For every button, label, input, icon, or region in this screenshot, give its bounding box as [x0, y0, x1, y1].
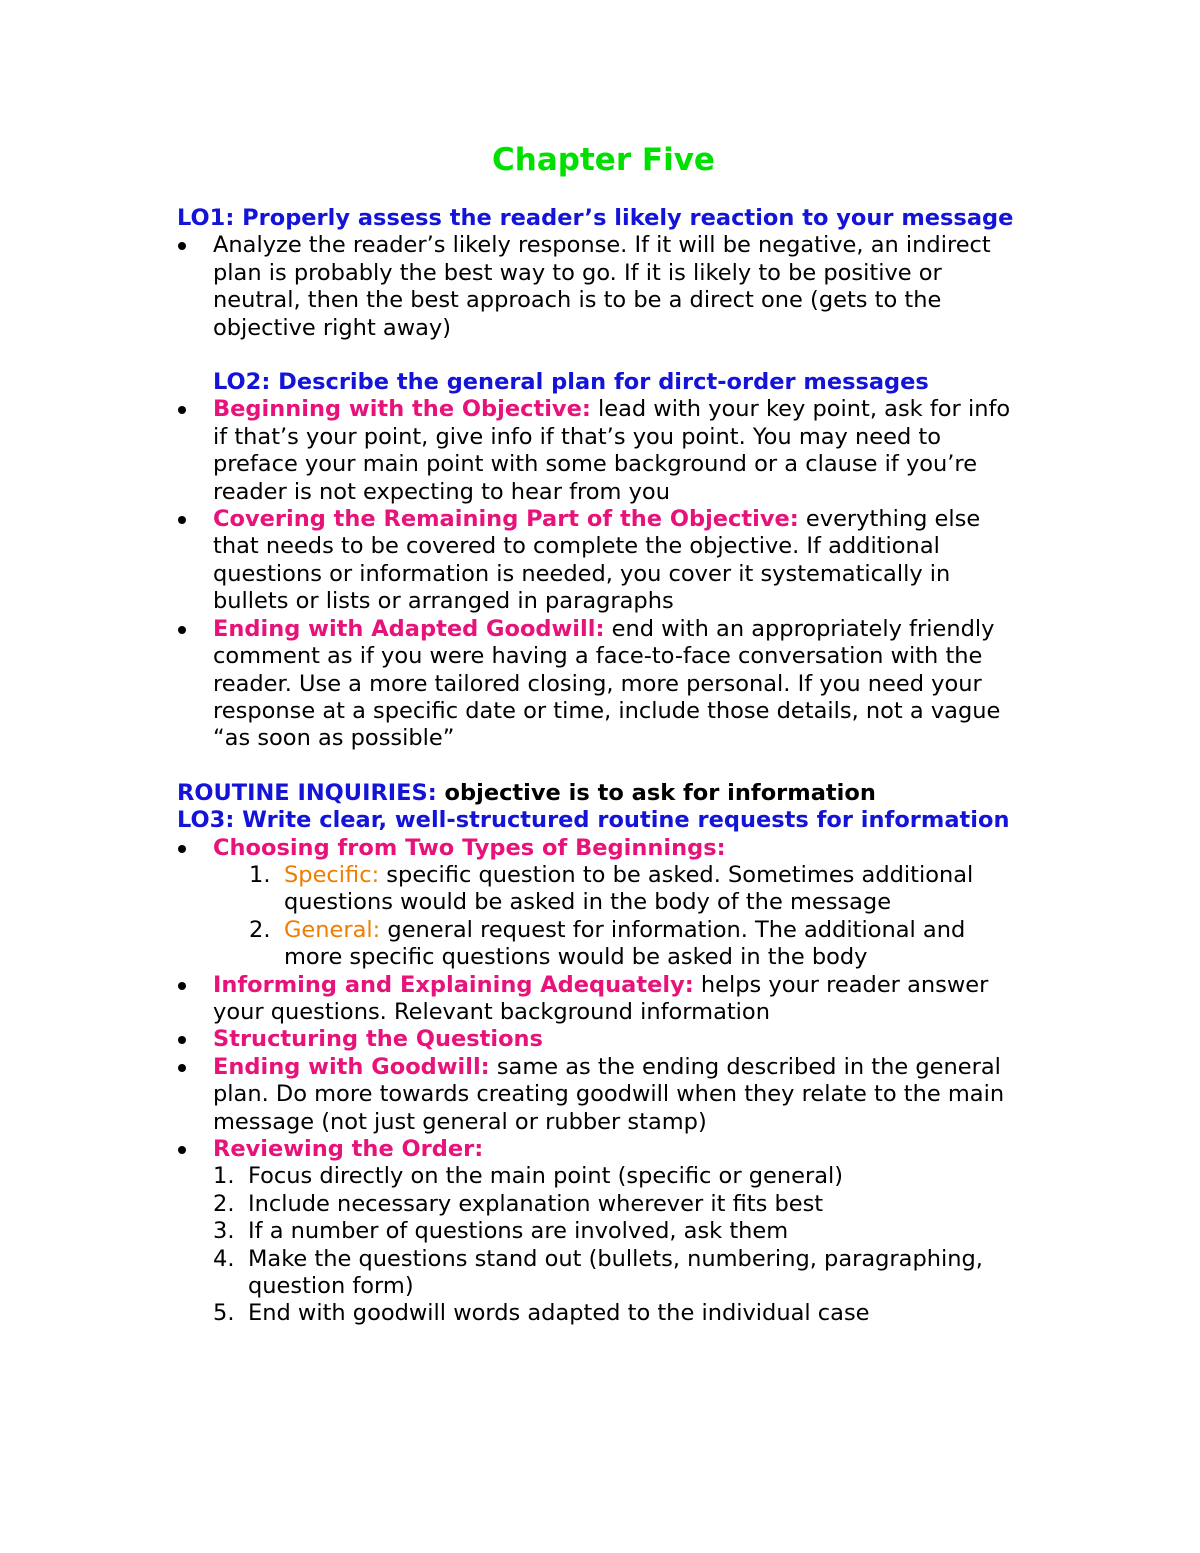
bullet-text: everything else that needs to be covered to complete the objective. If additional questions or information is needed, you cover it systematically in bullets or lists or arranged in paragraphs [213, 506, 981, 615]
item-text: Make the questions stand out (bullets, numbering, paragraphing, question form) [248, 1245, 983, 1300]
list-item [177, 396, 1030, 506]
numbered-item [249, 862, 1030, 917]
bullet-text: end with an appropriately friendly comment as if you were having a face-to-face conversation with the reader. Use a more tailored closing, more personal. If you need your response at a specific date or time, include those details, not a vague “as soon as possible” [213, 615, 1001, 752]
beginnings-numbered-list [249, 862, 1030, 972]
list-item [177, 506, 1030, 616]
routine-inquiries-text: objective is to ask for information [436, 779, 876, 806]
numbered-item [213, 1246, 1030, 1301]
numbered-item [213, 1163, 1030, 1190]
bullet-heading: Covering the Remaining Part of the Objective: [213, 506, 799, 533]
numbered-item [249, 917, 1030, 972]
lo2-heading: LO2: Describe the general plan for dirct-order messages [213, 369, 929, 396]
reviewing-numbered-list [213, 1163, 1030, 1327]
sub-heading: Specific: [284, 861, 380, 888]
routine-inquiries-label: ROUTINE INQUIRIES: [177, 779, 437, 806]
numbered-item [213, 1300, 1030, 1327]
lo1-heading: LO1: Properly assess the reader’s likely reaction to your message [177, 205, 1014, 231]
bullet-heading: Reviewing the Order: [213, 1136, 484, 1162]
list-item [177, 972, 1030, 1027]
paragraph-spacer [177, 342, 1030, 369]
list-item [177, 1026, 1030, 1053]
bullet-text: lead with your key point, ask for info if that’s your point, give info if that’s you point. You may need to preface your main point with some background or a clause if you’re reader is not expecting to hear from you [213, 396, 1011, 505]
numbered-item [213, 1191, 1030, 1218]
item-number: 1. [213, 1163, 235, 1190]
bullet-heading: Ending with Goodwill: [213, 1053, 490, 1080]
list-item [177, 1054, 1030, 1136]
page-title: Chapter Five [492, 142, 715, 178]
bullet-heading: Structuring the Questions [213, 1026, 543, 1053]
list-item [177, 616, 1030, 753]
item-text: Focus directly on the main point (specific or general) [248, 1163, 844, 1190]
item-text: general request for information. The additional and more specific questions would be asked in the body [284, 916, 966, 971]
numbered-item [213, 1218, 1030, 1245]
item-number: 1. [249, 861, 271, 888]
list-item: Analyze the reader’s likely response. If it will be negative, an indirect plan is probably the best way to go. If it is likely to be positive or neutral, then the best approach is to be a direct one (gets to the objective right away) [177, 232, 1030, 342]
bullet-text: helps your reader answer your questions. Relevant background information [213, 971, 989, 1025]
item-number: 4. [213, 1245, 235, 1272]
bullet-heading: Choosing from Two Types of Beginnings: [213, 834, 726, 861]
item-number: 2. [249, 916, 271, 943]
item-text: If a number of questions are involved, ask them [248, 1218, 789, 1245]
item-text: Include necessary explanation wherever it fits best [248, 1190, 824, 1217]
lo1-bullet-list [177, 232, 1030, 342]
lo3-bullet-list-continued [177, 972, 1030, 1164]
bullet-heading: Ending with Adapted Goodwill: [213, 615, 605, 642]
paragraph-spacer [177, 753, 1030, 780]
bullet-text: same as the ending described in the general plan. Do more towards creating goodwill when they relate to the main message (not just general or rubber stamp) [213, 1053, 1005, 1135]
bullet-heading: Beginning with the Objective: [213, 396, 591, 423]
sub-heading: General: [284, 916, 381, 943]
lo3-heading: LO3: Write clear, well-structured routine requests for information [177, 807, 1010, 834]
lo3-bullet-list [177, 835, 1030, 862]
item-number: 3. [213, 1218, 235, 1245]
item-number: 2. [213, 1190, 235, 1217]
item-number: 5. [213, 1300, 235, 1327]
list-item [177, 835, 1030, 862]
item-text: End with goodwill words adapted to the individual case [248, 1300, 870, 1327]
bullet-heading: Informing and Explaining Adequately: [213, 971, 694, 998]
list-item [177, 1136, 1030, 1163]
lo2-bullet-list [177, 396, 1030, 752]
item-text: specific question to be asked. Sometimes additional questions would be asked in the body of the message [284, 861, 974, 916]
routine-inquiries-line [177, 780, 1030, 807]
